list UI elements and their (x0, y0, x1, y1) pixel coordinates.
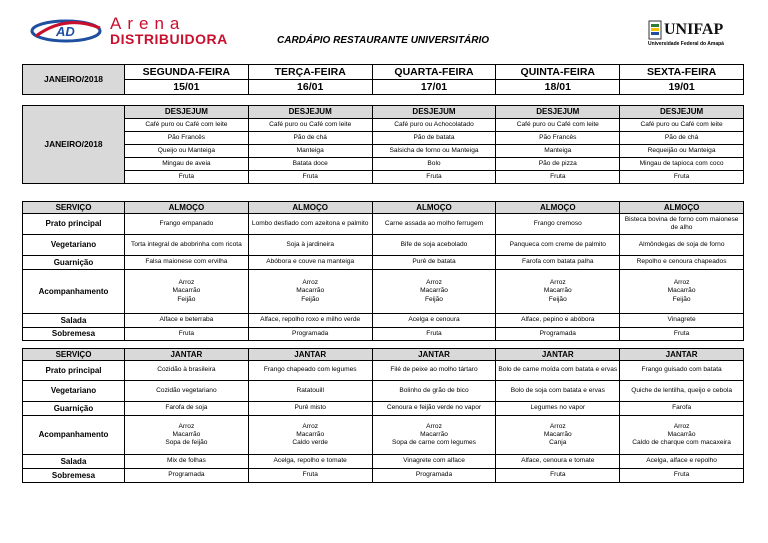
desjejum-cell: Pão de pizza (496, 158, 620, 171)
jantar-cell-line: Macarrão (667, 430, 696, 438)
jantar-cell-line: Macarrão (543, 430, 572, 438)
jantar-cell: Alface, cenoura e tomate (496, 455, 620, 469)
day-date: 15/01 (125, 80, 249, 95)
almoco-row (23, 214, 744, 235)
almoco-cell (125, 270, 249, 314)
jantar-cell: Legumes no vapor (496, 402, 620, 416)
desjejum-cell: Manteiga (248, 145, 372, 158)
jantar-cell-line: Caldo de charque com macaxeira (632, 439, 731, 447)
day-date: 17/01 (372, 80, 496, 95)
jantar-cell-line: Macarrão (296, 430, 325, 438)
jantar-row-label: Salada (23, 455, 125, 469)
almoco-service-label: SERVIÇO (23, 202, 125, 214)
unifap-logo (648, 20, 760, 50)
jantar-cell-line: Arroz (426, 422, 442, 430)
desjejum-header: DESJEJUM (496, 106, 620, 119)
jantar-cell: Farofa de soja (125, 402, 249, 416)
almoco-cell: Torta integral de abobrinha com ricota (125, 235, 249, 256)
jantar-cell: Acelga, repolho e tomate (248, 455, 372, 469)
almoco-cell-line: Arroz (426, 279, 442, 287)
day-name: SEGUNDA-FEIRA (125, 65, 249, 80)
almoco-cell: Alface, pepino e abóbora (496, 314, 620, 328)
jantar-cell-line: Arroz (549, 422, 566, 430)
jantar-header: JANTAR (248, 349, 372, 361)
almoco-cell (496, 270, 620, 314)
almoco-row-label: Acompanhamento (23, 270, 125, 314)
jantar-service-label: SERVIÇO (23, 349, 125, 361)
jantar-cell: Purê misto (248, 402, 372, 416)
jantar-row-label: Guarnição (23, 402, 125, 416)
jantar-cell: Acelga, alface e repolho (620, 455, 744, 469)
jantar-row-label: Vegetariano (23, 381, 125, 402)
desjejum-cell: Pão de chá (248, 132, 372, 145)
day-date: 18/01 (496, 80, 620, 95)
almoco-header-row (23, 202, 744, 214)
desjejum-cell: Pão Francês (125, 132, 249, 145)
almoco-cell: Soja à jardineira (248, 235, 372, 256)
jantar-cell: Frango chapeado com legumes (248, 361, 372, 381)
almoco-header: ALMOÇO (620, 202, 744, 214)
almoco-cell-line: Feijão (301, 295, 320, 303)
almoco-cell: Carne assada ao molho ferrugem (372, 214, 496, 235)
desjejum-cell: Pão de chá (620, 132, 744, 145)
almoco-cell: Alface e beterraba (125, 314, 249, 328)
almoco-cell: Fruta (372, 328, 496, 341)
almoco-cell: Lombo desfiado com azeitona e palmito (248, 214, 372, 235)
jantar-cell: Mix de folhas (125, 455, 249, 469)
almoco-cell-line: Macarrão (667, 287, 696, 295)
almoco-header: ALMOÇO (248, 202, 372, 214)
almoco-row (23, 270, 744, 314)
desjejum-cell: Batata doce (248, 158, 372, 171)
desjejum-cell: Mingau de aveia (125, 158, 249, 171)
almoco-cell: Panqueca com creme de palmito (496, 235, 620, 256)
almoco-cell: Programada (496, 328, 620, 341)
jantar-cell: Quiche de lentilha, queijo e cebola (620, 381, 744, 402)
almoco-cell-line: Arroz (549, 279, 566, 287)
jantar-cell: Vinagrete com alface (372, 455, 496, 469)
desjejum-header: DESJEJUM (125, 106, 249, 119)
almoco-cell-line: Feijão (672, 295, 691, 303)
desjejum-cell: Pão Francês (496, 132, 620, 145)
almoco-row-label: Sobremesa (23, 328, 125, 341)
desjejum-cell: Queijo ou Manteiga (125, 145, 249, 158)
almoco-cell (248, 270, 372, 314)
desjejum-row (23, 171, 744, 184)
almoco-cell-line: Arroz (673, 279, 690, 287)
jantar-row-label: Prato principal (23, 361, 125, 381)
jantar-cell-line: Arroz (178, 422, 195, 430)
almoco-cell-line: Macarrão (543, 287, 572, 295)
desjejum-row (23, 158, 744, 171)
desjejum-cell: Café puro ou Café com leite (248, 119, 372, 132)
jantar-cell: Bolo de carne moída com batata e ervas (496, 361, 620, 381)
jantar-cell (248, 416, 372, 455)
arena-distribuidora-logo (30, 14, 245, 48)
jantar-cell: Fruta (496, 469, 620, 483)
jantar-cell (125, 416, 249, 455)
jantar-cell: Farofa (620, 402, 744, 416)
jantar-cell: Ratatouill (248, 381, 372, 402)
almoco-cell-line: Feijão (177, 295, 196, 303)
jantar-cell: Cenoura e feijão verde no vapor (372, 402, 496, 416)
page-title: CARDÁPIO RESTAURANTE UNIVERSITÁRIO (277, 35, 490, 46)
almoco-cell-line: Feijão (425, 295, 443, 303)
almoco-row (23, 314, 744, 328)
day-date: 16/01 (248, 80, 372, 95)
desjejum-row (23, 119, 744, 132)
arena-swoosh-icon (30, 18, 106, 44)
month-label: JANEIRO/2018 (23, 65, 125, 95)
jantar-row-label: Sobremesa (23, 469, 125, 483)
jantar-cell (496, 416, 620, 455)
day-name: QUARTA-FEIRA (372, 65, 496, 80)
desjejum-cell: Café puro ou Café com leite (620, 119, 744, 132)
jantar-cell (372, 416, 496, 455)
almoco-cell-line: Macarrão (296, 287, 325, 295)
desjejum-cell: Bolo (372, 158, 496, 171)
jantar-row (23, 402, 744, 416)
jantar-cell: Fruta (620, 469, 744, 483)
desjejum-cell: Fruta (125, 171, 249, 184)
almoco-cell-line: Arroz (302, 279, 319, 287)
desjejum-cell: Requeijão ou Manteiga (620, 145, 744, 158)
day-name: SEXTA-FEIRA (620, 65, 744, 80)
almoco-cell: Abóbora e couve na manteiga (248, 256, 372, 270)
desjejum-cell: Fruta (496, 171, 620, 184)
jantar-cell: Fruta (248, 469, 372, 483)
almoco-row-label: Salada (23, 314, 125, 328)
jantar-cell-line: Sopa de carne com legumes (392, 439, 476, 447)
almoco-header: ALMOÇO (496, 202, 620, 214)
jantar-row (23, 416, 744, 455)
almoco-cell-line: Macarrão (420, 287, 448, 295)
day-name: TERÇA-FEIRA (248, 65, 372, 80)
jantar-cell-line: Caldo verde (292, 439, 328, 447)
desjejum-cell: Fruta (372, 171, 496, 184)
almoco-cell: Repolho e cenoura chapeados (620, 256, 744, 270)
unifap-subtitle: Universidade Federal do Amapá (648, 41, 724, 47)
almoco-row-label: Prato principal (23, 214, 125, 235)
almoco-cell (620, 270, 744, 314)
almoco-cell: Bisteca bovina de forno com maionese de alho (620, 214, 744, 235)
desjejum-row (23, 145, 744, 158)
svg-text:AD: AD (56, 24, 75, 39)
desjejum-table (22, 105, 744, 184)
desjejum-cell: Café puro ou Achocolatado (372, 119, 496, 132)
jantar-cell-line: Arroz (673, 422, 690, 430)
arena-logo-top-text: Arena (110, 14, 186, 33)
almoco-table (22, 201, 744, 341)
almoco-cell: Falsa maionese com ervilha (125, 256, 249, 270)
day-name: QUINTA-FEIRA (496, 65, 620, 80)
almoco-cell: Frango cremoso (496, 214, 620, 235)
jantar-row (23, 361, 744, 381)
page-header (0, 0, 768, 60)
desjejum-month-label: JANEIRO/2018 (23, 106, 125, 184)
almoco-row-label: Vegetariano (23, 235, 125, 256)
desjejum-cell: Café puro ou Café com leite (496, 119, 620, 132)
almoco-cell: Programada (248, 328, 372, 341)
almoco-cell: Farofa com batata palha (496, 256, 620, 270)
almoco-row (23, 328, 744, 341)
almoco-cell: Bife de soja acebolado (372, 235, 496, 256)
desjejum-cell: Manteiga (496, 145, 620, 158)
almoco-cell: Frango empanado (125, 214, 249, 235)
jantar-cell-line: Arroz (302, 422, 319, 430)
almoco-cell-line: Feijão (548, 295, 567, 303)
desjejum-cell: Pão de batata (372, 132, 496, 145)
almoco-cell: Fruta (125, 328, 249, 341)
jantar-header: JANTAR (496, 349, 620, 361)
desjejum-row (23, 132, 744, 145)
arena-logo-bottom-text: DISTRIBUIDORA (110, 31, 228, 47)
desjejum-cell: Café puro ou Café com leite (125, 119, 249, 132)
jantar-row (23, 455, 744, 469)
jantar-cell-line: Macarrão (420, 430, 448, 438)
desjejum-cell: Fruta (248, 171, 372, 184)
almoco-header: ALMOÇO (372, 202, 496, 214)
jantar-header: JANTAR (125, 349, 249, 361)
jantar-header: JANTAR (372, 349, 496, 361)
jantar-header: JANTAR (620, 349, 744, 361)
jantar-cell: Programada (125, 469, 249, 483)
almoco-cell: Acelga e cenoura (372, 314, 496, 328)
jantar-cell: Cozidão à brasileira (125, 361, 249, 381)
almoco-cell-line: Macarrão (172, 287, 201, 295)
jantar-table (22, 348, 744, 483)
jantar-header-row (23, 349, 744, 361)
desjejum-header: DESJEJUM (248, 106, 372, 119)
jantar-cell: Programada (372, 469, 496, 483)
almoco-cell-line: Arroz (178, 279, 195, 287)
jantar-row-label: Acompanhamento (23, 416, 125, 455)
almoco-cell (372, 270, 496, 314)
almoco-cell: Fruta (620, 328, 744, 341)
jantar-cell-line: Sopa de feijão (165, 439, 208, 447)
almoco-row (23, 235, 744, 256)
almoco-row-label: Guarnição (23, 256, 125, 270)
desjejum-cell: Salsicha de forno ou Manteiga (372, 145, 496, 158)
desjejum-cell: Mingau de tapioca com coco (620, 158, 744, 171)
desjejum-header: DESJEJUM (620, 106, 744, 119)
jantar-cell-line: Macarrão (172, 430, 201, 438)
day-date: 19/01 (620, 80, 744, 95)
almoco-cell: Purê de batata (372, 256, 496, 270)
almoco-cell: Alface, repolho roxo e milho verde (248, 314, 372, 328)
jantar-cell (620, 416, 744, 455)
almoco-cell: Vinagrete (620, 314, 744, 328)
almoco-header: ALMOÇO (125, 202, 249, 214)
almoco-cell: Almôndegas de soja de forno (620, 235, 744, 256)
desjejum-header: DESJEJUM (372, 106, 496, 119)
jantar-cell-line: Canja (549, 439, 567, 447)
jantar-row (23, 469, 744, 483)
jantar-cell: Frango guisado com batata (620, 361, 744, 381)
unifap-name: UNIFAP (664, 21, 724, 38)
desjejum-cell: Fruta (620, 171, 744, 184)
unifap-crest-icon (648, 20, 662, 42)
days-header-table (22, 64, 744, 95)
jantar-cell: Bolinho de grão de bico (372, 381, 496, 402)
jantar-cell: Bolo de soja com batata e ervas (496, 381, 620, 402)
almoco-row (23, 256, 744, 270)
jantar-cell: Filé de peixe ao molho tártaro (372, 361, 496, 381)
jantar-cell: Cozidão vegetariano (125, 381, 249, 402)
jantar-row (23, 381, 744, 402)
